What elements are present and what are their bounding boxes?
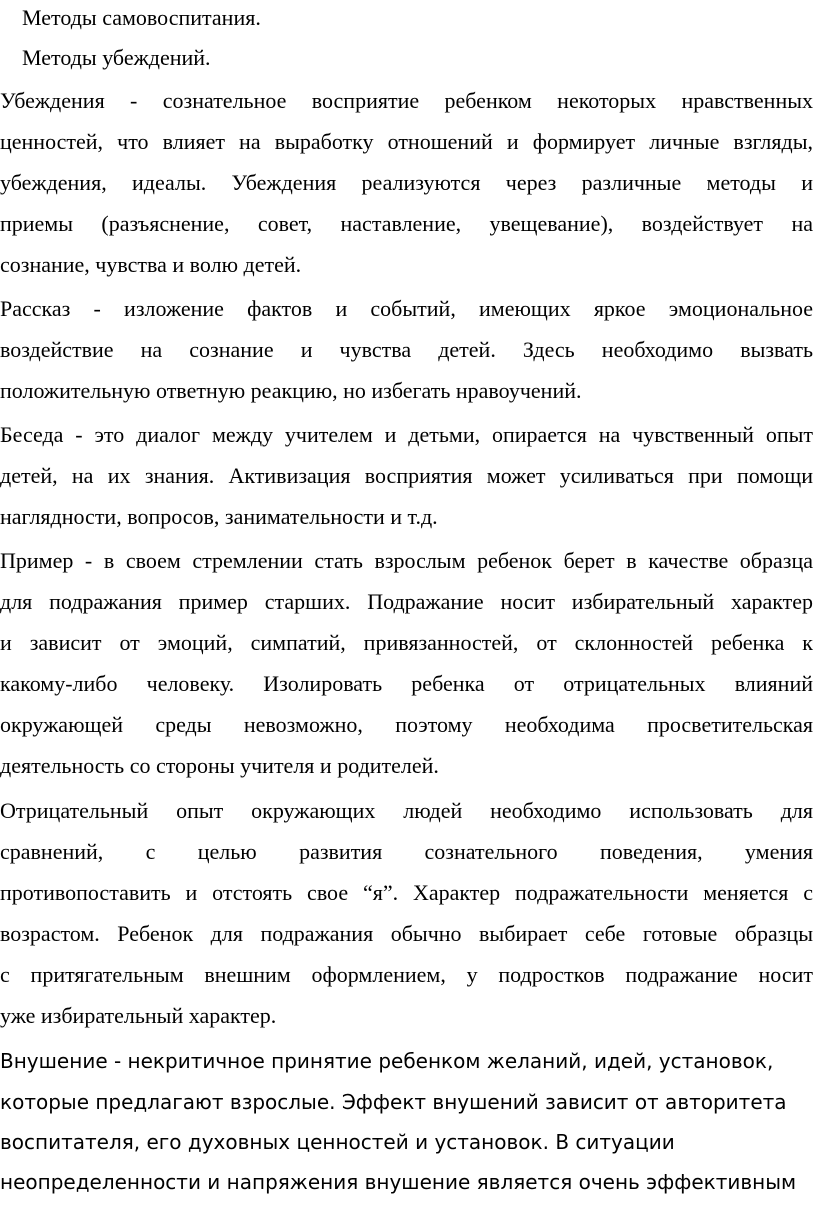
paragraph-line: убеждения, идеалы. Убеждения реализуются через различные методы и (0, 170, 813, 195)
paragraph-line: Беседа - это диалог между учителем и детьми, опирается на чувственный опыт (0, 422, 813, 447)
paragraph-line: сознание, чувства и волю детей. (0, 252, 302, 277)
paragraph-line: ценностей, что влияет на выработку отношений и формирует личные взгляды, (0, 129, 813, 154)
paragraph-line: деятельность со стороны учителя и родителей. (0, 753, 439, 778)
paragraph-line: воздействие на сознание и чувства детей. Здесь необходимо вызвать (0, 337, 813, 362)
paragraph-line: Пример - в своем стремлении стать взрослым ребенок берет в качестве образца (0, 548, 813, 573)
paragraph-line: уже избирательный характер. (0, 1003, 277, 1028)
paragraph-line: с притягательным внешним оформлением, у подростков подражание носит (0, 962, 813, 987)
paragraph-line: наглядности, вопросов, занимательности и т.д. (0, 504, 438, 529)
paragraph-line: неопределенности и напряжения внушение является очень эффективным (0, 1170, 797, 1194)
paragraph-line: Рассказ - изложение фактов и событий, имеющих яркое эмоциональное (0, 296, 813, 321)
paragraph-line: Внушение - некритичное принятие ребенком желаний, идей, установок, (0, 1049, 774, 1073)
paragraph-line: сравнений, с целью развития сознательного поведения, умения (0, 839, 813, 864)
paragraph-line: детей, на их знания. Активизация восприятия может усиливаться при помощи (0, 463, 813, 488)
paragraph-line: Убеждения - сознательное восприятие ребенком некоторых нравственных (0, 88, 813, 113)
list-item-persuasion: Методы убеждений. (22, 45, 211, 70)
paragraph-line: воспитателя, его духовных ценностей и установок. В ситуации (0, 1130, 675, 1154)
paragraph-line: и зависит от эмоций, симпатий, привязанностей, от склонностей ребенка к (0, 630, 813, 655)
paragraph-line: возрастом. Ребенок для подражания обычно выбирает себе готовые образцы (0, 921, 813, 946)
paragraph-line: положительную ответную реакцию, но избегать нравоучений. (0, 378, 582, 403)
paragraph-line: для подражания пример старших. Подражание носит избирательный характер (0, 589, 813, 614)
paragraph-line: которые предлагают взрослые. Эффект внушений зависит от авторитета (0, 1090, 787, 1114)
list-item-self-education: Методы самовоспитания. (22, 5, 261, 30)
paragraph-line: Отрицательный опыт окружающих людей необходимо использовать для (0, 798, 813, 823)
paragraph-line: окружающей среды невозможно, поэтому необходима просветительская (0, 712, 813, 737)
paragraph-line: какому-либо человеку. Изолировать ребенка от отрицательных влияний (0, 671, 813, 696)
paragraph-line: приемы (разъяснение, совет, наставление, увещевание), воздействует на (0, 211, 813, 236)
paragraph-line: противопоставить и отстоять свое “я”. Характер подражательности меняется с (0, 880, 813, 905)
